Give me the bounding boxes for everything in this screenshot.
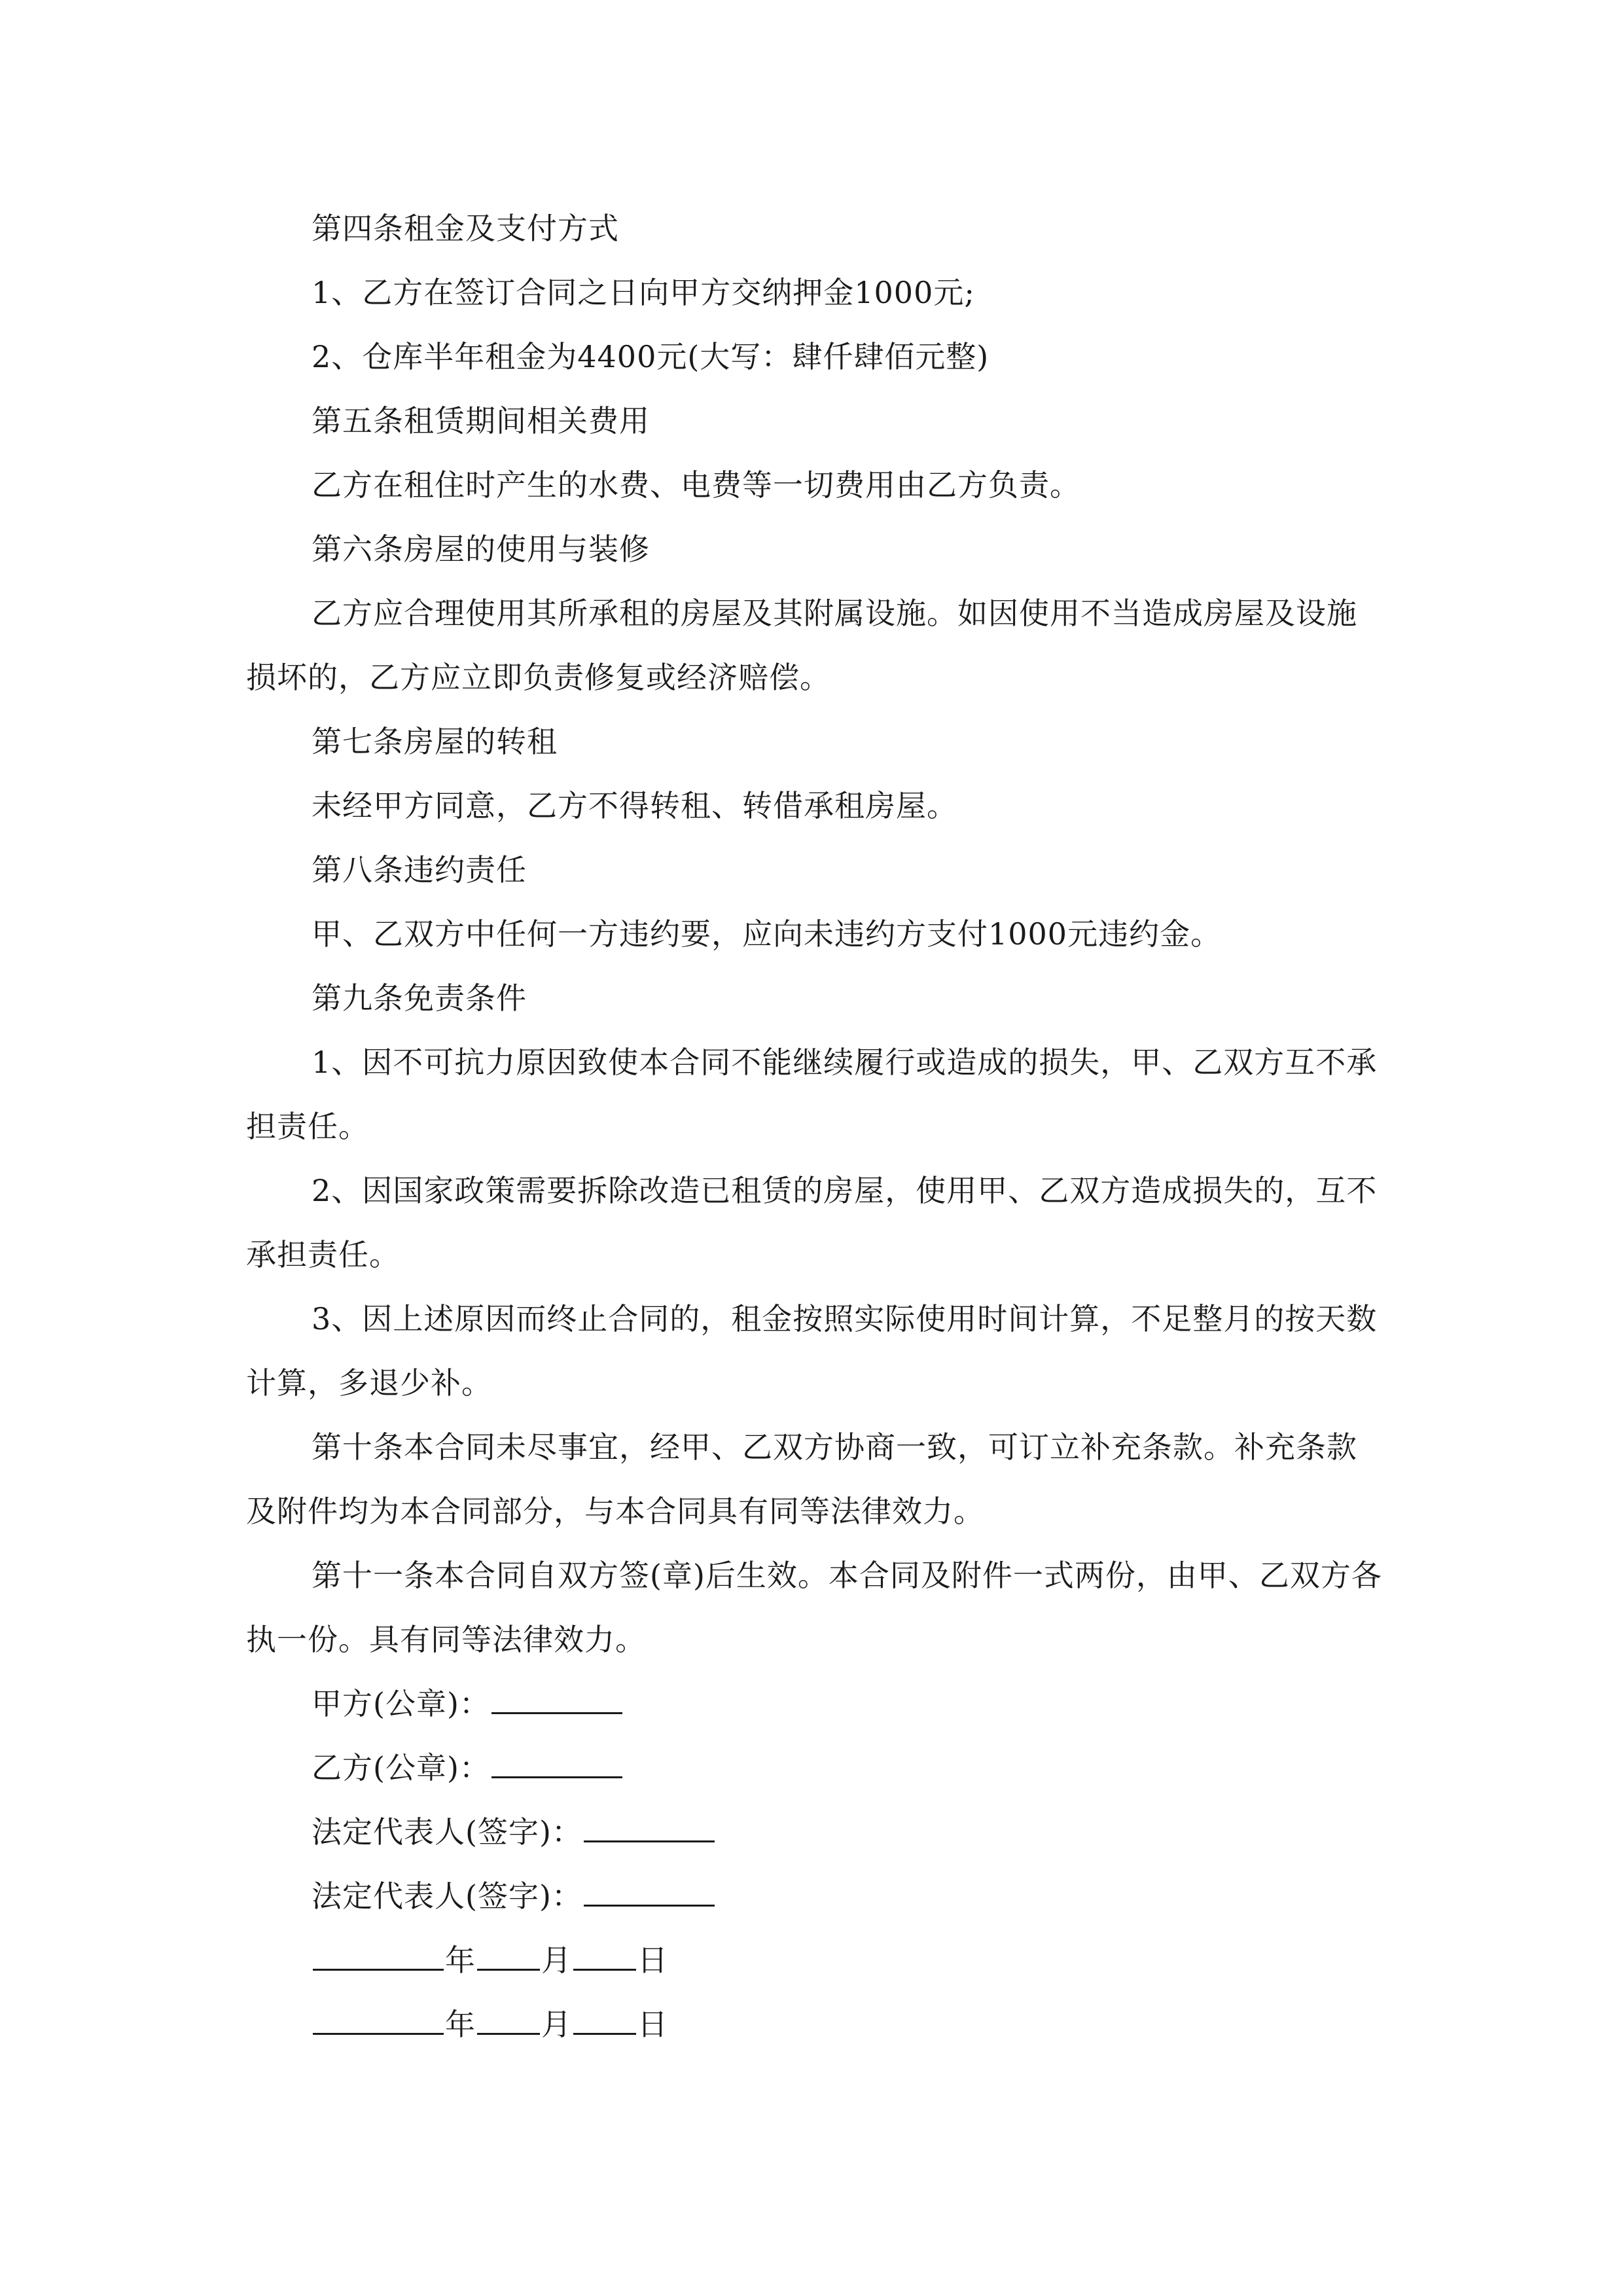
- year-blank: [313, 1999, 444, 2035]
- rep-b-signature-line: [246, 1864, 1382, 1928]
- article-6-text: 乙方应合理使用其所承租的房屋及其附属设施。如因使用不当造成房屋及设施损坏的，乙方应立即负责修复或经济赔偿。: [246, 596, 1357, 695]
- contract-body: [246, 196, 1382, 2056]
- article-9-item-2: 2、因国家政策需要拆除改造已租赁的房屋，使用甲、乙双方造成损失的，互不承担责任。: [246, 1173, 1378, 1272]
- rep-a-blank: [584, 1806, 715, 1842]
- day-blank: [573, 1999, 636, 2035]
- article-11-text: 第十一条本合同自双方签(章)后生效。本合同及附件一式两份，由甲、乙双方各执一份。具有同等法律效力。: [246, 1558, 1382, 1657]
- year-blank: [313, 1935, 444, 1971]
- party-a-blank: [491, 1678, 622, 1714]
- article-9-item-3: 3、因上述原因而终止合同的，租金按照实际使用时间计算，不足整月的按天数计算，多退少补。: [246, 1301, 1378, 1401]
- party-b-seal-line: [246, 1736, 1382, 1800]
- article-7-heading: 第七条房屋的转租: [312, 724, 558, 759]
- article-10-text: 第十条本合同未尽事宜，经甲、乙双方协商一致，可订立补充条款。补充条款及附件均为本合同部分，与本合同具有同等法律效力。: [246, 1429, 1357, 1529]
- article-8-text: 甲、乙双方中任何一方违约要，应向未违约方支付1000元违约金。: [312, 916, 1222, 952]
- rep-b-blank: [584, 1871, 715, 1907]
- date-line-b: [246, 1992, 1382, 2056]
- year-label: 年: [445, 1943, 476, 1978]
- month-blank: [477, 1999, 540, 2035]
- month-label: 月: [541, 2007, 572, 2042]
- rep-b-label: 法定代表人(签字)：: [312, 1878, 582, 1914]
- party-a-seal-line: [246, 1672, 1382, 1736]
- date-line-a: [246, 1928, 1382, 1992]
- day-blank: [573, 1935, 636, 1971]
- rep-a-label: 法定代表人(签字)：: [312, 1814, 582, 1850]
- article-5-heading: 第五条租赁期间相关费用: [312, 403, 650, 439]
- article-6-heading: 第六条房屋的使用与装修: [312, 531, 650, 567]
- party-b-label: 乙方(公章)：: [312, 1750, 490, 1785]
- month-blank: [477, 1935, 540, 1971]
- article-5-text: 乙方在租住时产生的水费、电费等一切费用由乙方负责。: [312, 467, 1080, 503]
- party-b-blank: [491, 1742, 622, 1778]
- article-8-heading: 第八条违约责任: [312, 852, 527, 888]
- month-label: 月: [541, 1943, 572, 1978]
- article-7-text: 未经甲方同意，乙方不得转租、转借承租房屋。: [312, 788, 957, 823]
- party-a-label: 甲方(公章)：: [312, 1686, 490, 1721]
- day-label: 日: [637, 2007, 668, 2042]
- article-4-heading: 第四条租金及支付方式: [312, 211, 619, 246]
- article-9-heading: 第九条免责条件: [312, 980, 527, 1016]
- article-9-item-1: 1、因不可抗力原因致使本合同不能继续履行或造成的损失，甲、乙双方互不承担责任。: [246, 1045, 1378, 1144]
- year-label: 年: [445, 2007, 476, 2042]
- day-label: 日: [637, 1943, 668, 1978]
- article-4-item-1: 1、乙方在签订合同之日向甲方交纳押金1000元;: [312, 275, 975, 310]
- article-4-item-2: 2、仓库半年租金为4400元(大写：肆仟肆佰元整): [312, 339, 990, 374]
- rep-a-signature-line: [246, 1800, 1382, 1864]
